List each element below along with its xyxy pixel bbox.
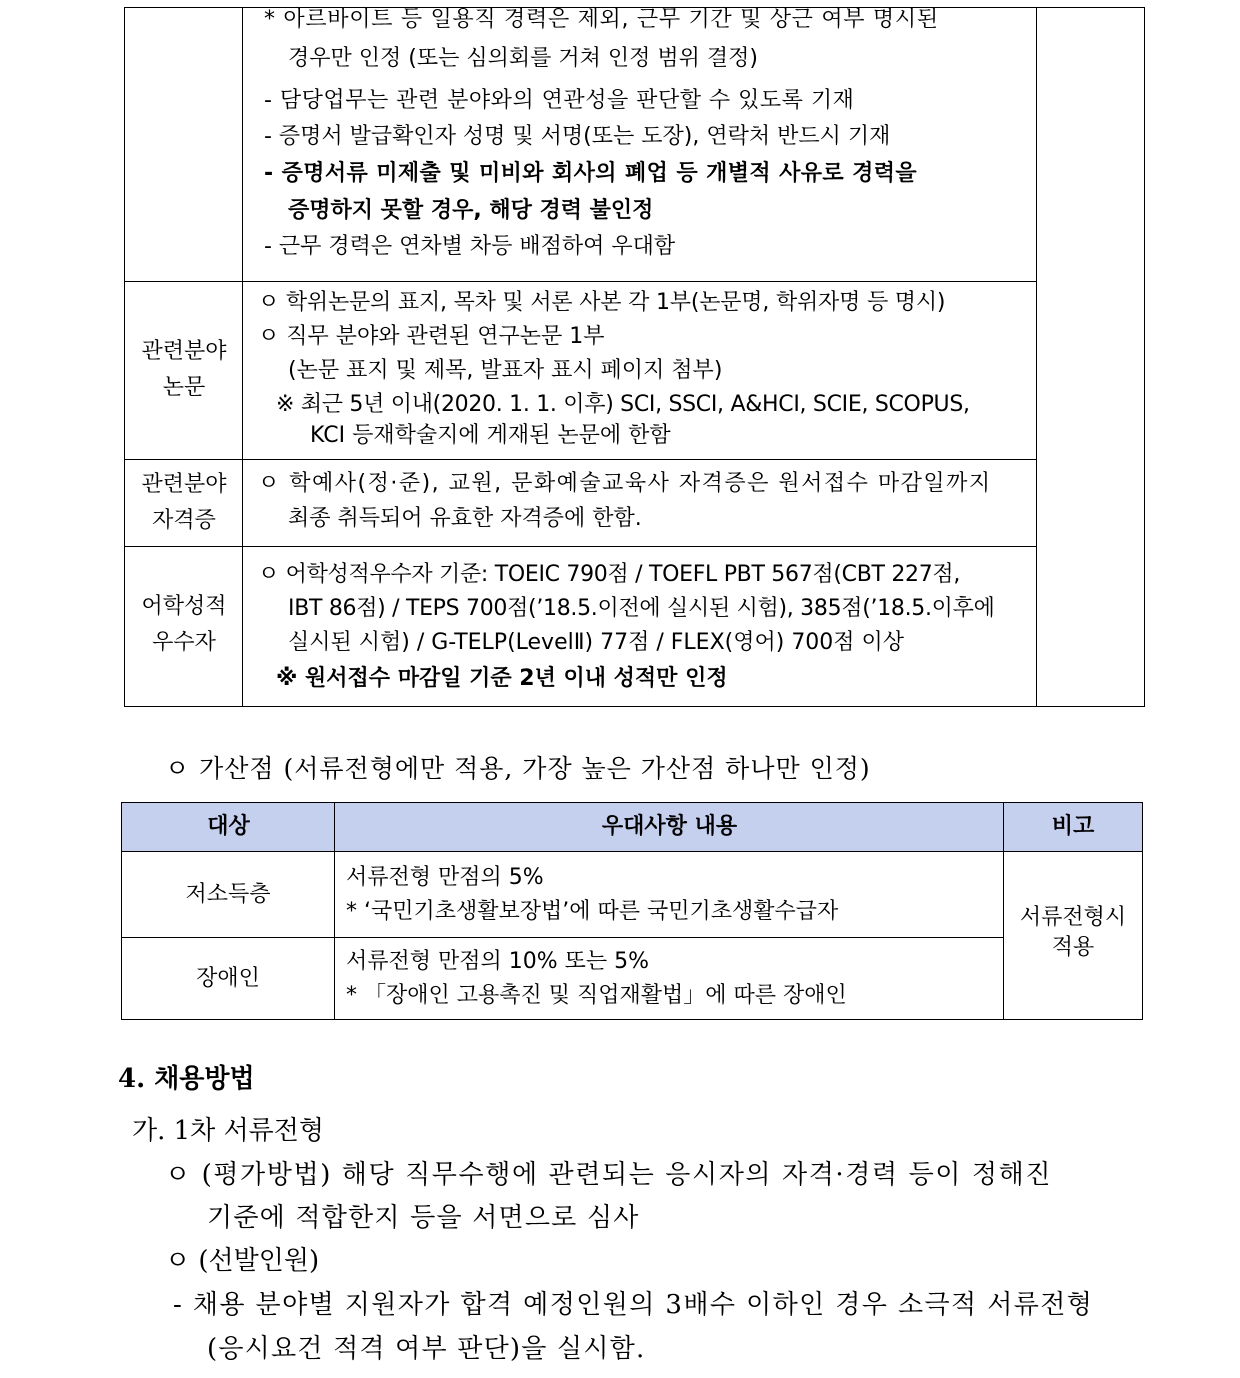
subsection-title: 가. 1차 서류전형 (132, 1116, 325, 1146)
row-divider (125, 546, 1037, 547)
table-divider (334, 803, 335, 1019)
text-line: ※ 원서접수 마감일 기준 2년 이내 성적만 인정 (276, 666, 728, 691)
text-line: ㅇ 학예사(정·준), 교원, 문화예술교육사 자격증은 원서접수 마감일까지 (258, 471, 992, 496)
body-line: ㅇ (선발인원) (165, 1246, 320, 1276)
body-line: - 채용 분야별 지원자가 합격 예정인원의 3배수 이하인 경우 소극적 서류전형 (173, 1290, 1094, 1320)
text-line: - 증명서류 미제출 및 미비와 회사의 폐업 등 개별적 사유로 경력을 (264, 161, 918, 186)
body-line: (응시요건 적격 여부 판단)을 실시함. (207, 1334, 646, 1364)
header-note: 비고 (1004, 803, 1142, 852)
table-divider (1036, 8, 1037, 706)
text-line: ※ 최근 5년 이내(2020. 1. 1. 이후) SCI, SSCI, A&HCI, SCIE, SCOPUS, (276, 392, 970, 417)
text-line: - 근무 경력은 연차별 차등 배점하여 우대함 (264, 234, 676, 259)
text-line: ㅇ 학위논문의 표지, 목차 및 서론 사본 각 1부(논문명, 학위자명 등 명시) (258, 290, 946, 315)
body-line: ㅇ (평가방법) 해당 직무수행에 관련되는 응시자의 자격·경력 등이 정해진 (165, 1160, 1053, 1190)
note-cell: 서류전형시 적용 (1019, 905, 1127, 960)
header-content: 우대사항 내용 (335, 803, 1004, 852)
row-label-papers: 관련분야 논문 (141, 339, 227, 400)
text-line: 실시된 시험) / G-TELP(LevelⅡ) 77점 / FLEX(영어) 700점 이상 (288, 630, 905, 655)
section-title: 4. 채용방법 (118, 1064, 255, 1094)
bonus-table (121, 802, 1143, 1020)
body-line: 기준에 적합한지 등을 서면으로 심사 (207, 1203, 640, 1233)
header-target: 대상 (122, 803, 335, 852)
requirements-table (124, 7, 1145, 707)
text-line: - 증명서 발급확인자 성명 및 서명(또는 도장), 연락처 반드시 기재 (264, 124, 891, 149)
bonus-heading: ㅇ 가산점 (서류전형에만 적용, 가장 높은 가산점 하나만 인정) (165, 754, 871, 783)
text-line: ㅇ 직무 분야와 관련된 연구논문 1부 (258, 324, 605, 349)
text-line: IBT 86점) / TEPS 700점(’18.5.이전에 실시된 시험), 385점(’18.5.이후에 (288, 596, 995, 621)
row-label-certificates: 관련분야 자격증 (141, 472, 227, 533)
row-divider (125, 459, 1037, 460)
text-line: 증명하지 못할 경우, 해당 경력 불인정 (288, 198, 654, 223)
row-content: 서류전형 만점의 10% 또는 5% * 「장애인 고용촉진 및 직업재활법」에 따른 장애인 (346, 949, 847, 1008)
text-line: 경우만 인정 (또는 심의회를 거쳐 인정 범위 결정) (288, 46, 758, 71)
text-line: 최종 취득되어 유효한 자격증에 한함. (288, 506, 642, 531)
text-line: KCI 등재학술지에 게재된 논문에 한함 (310, 423, 671, 448)
row-label-language: 어학성적 우수자 (141, 594, 227, 655)
row-content: 서류전형 만점의 5% * ‘국민기초생활보장법’에 따른 국민기초생활수급자 (346, 865, 839, 924)
text-line: (논문 표지 및 제목, 발표자 표시 페이지 첨부) (288, 358, 723, 383)
text-line: * 아르바이트 등 일용직 경력은 제외, 근무 기간 및 상근 여부 명시된 (264, 7, 939, 32)
row-target: 장애인 (196, 966, 260, 991)
row-divider (125, 281, 1037, 282)
row-target: 저소득층 (185, 882, 271, 907)
text-line: - 담당업무는 관련 분야와의 연관성을 판단할 수 있도록 기재 (264, 88, 855, 113)
text-line: ㅇ 어학성적우수자 기준: TOEIC 790점 / TOEFL PBT 567점(CBT 227점, (258, 562, 961, 587)
